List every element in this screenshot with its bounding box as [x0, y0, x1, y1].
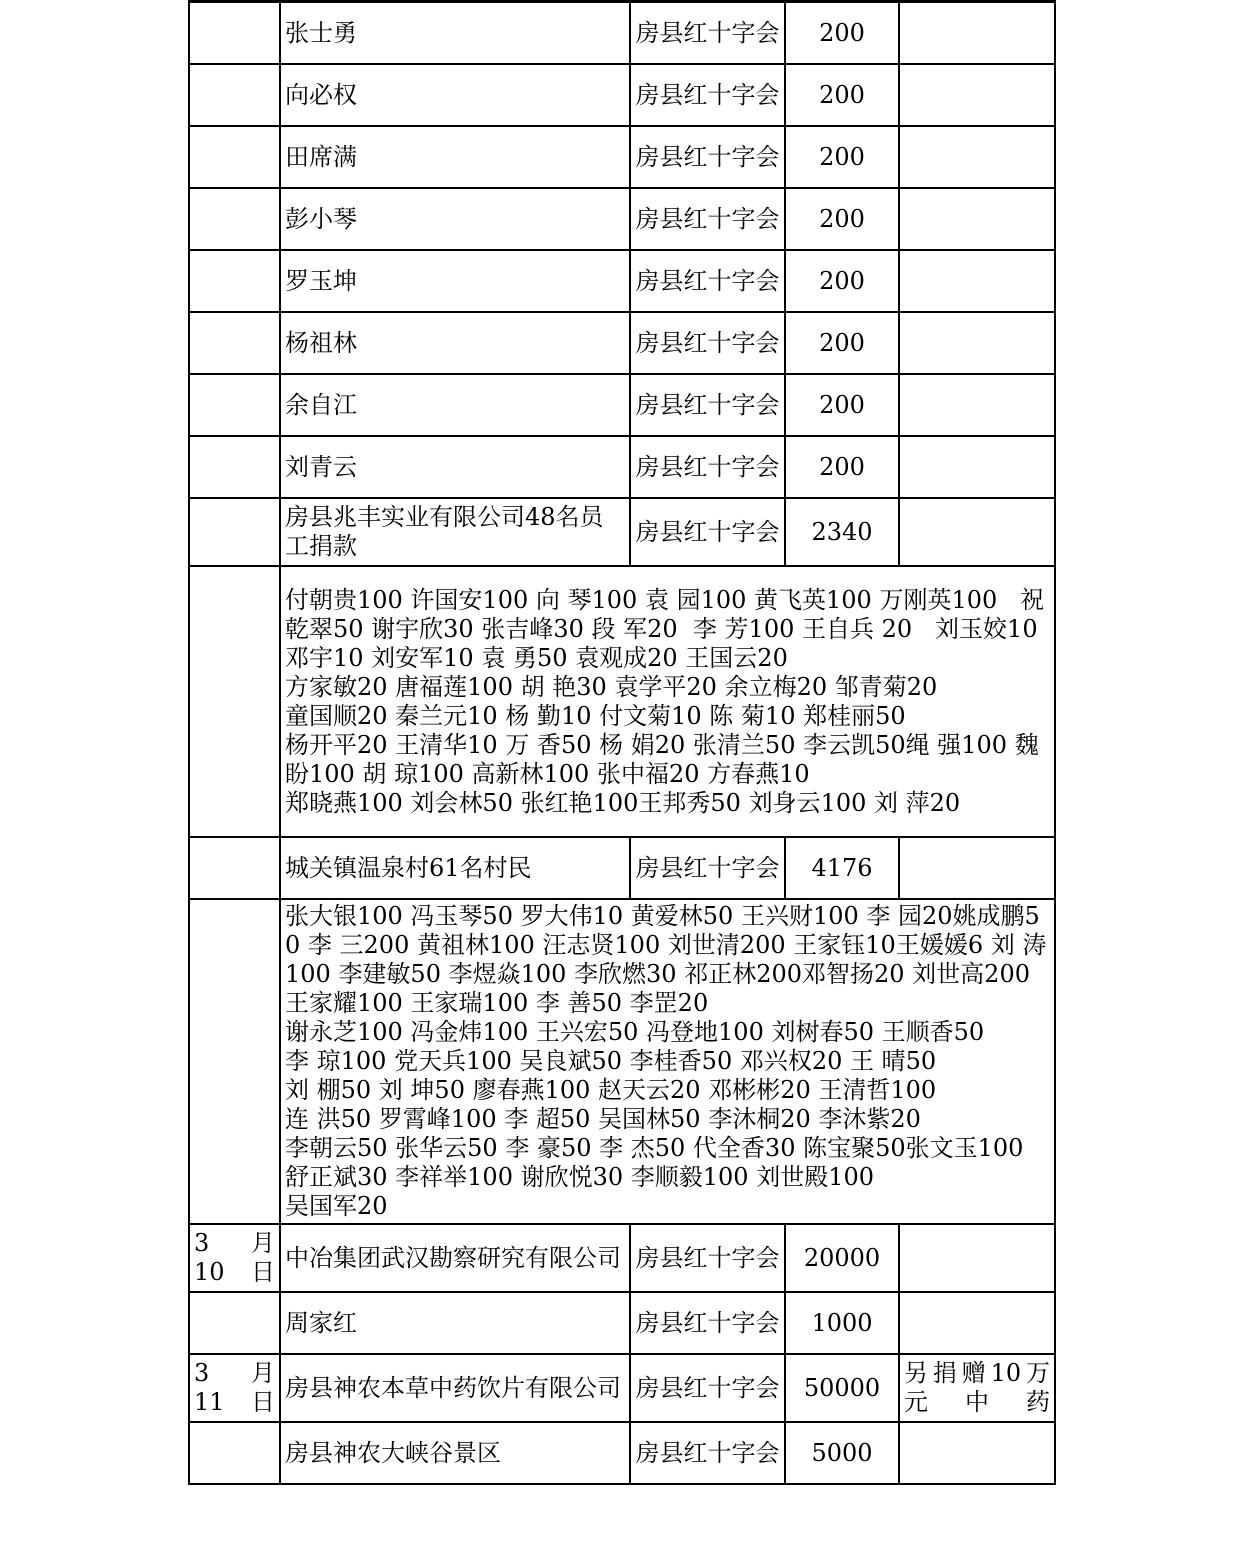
donor-cell: 房县兆丰实业有限公司48名员工捐款 — [280, 498, 630, 566]
date-cell — [189, 899, 280, 1224]
table-row — [189, 2, 1055, 65]
date-cell — [189, 566, 280, 837]
note-cell — [899, 498, 1055, 566]
recipient-cell: 房县红十字会 — [630, 436, 785, 498]
note-cell: 另捐赠10万元中药 — [899, 1354, 1055, 1422]
donor-cell: 房县神农大峡谷景区 — [280, 1422, 630, 1484]
date-cell — [189, 1422, 280, 1484]
table-row — [189, 1292, 1055, 1354]
donor-cell: 田席满 — [280, 126, 630, 188]
amount-cell: 200 — [785, 188, 899, 250]
donor-list-row — [189, 899, 1055, 1224]
donor-cell: 中冶集团武汉勘察研究有限公司 — [280, 1224, 630, 1292]
donor-cell: 刘青云 — [280, 436, 630, 498]
recipient-cell: 房县红十字会 — [630, 188, 785, 250]
amount-cell: 20000 — [785, 1224, 899, 1292]
amount-cell: 200 — [785, 64, 899, 126]
date-cell — [189, 250, 280, 312]
donor-list-cell: 张大银100 冯玉琴50 罗大伟10 黄爱林50 王兴财100 李 园20姚成鹏50 李 三200 黄祖林100 汪志贤100 刘世清200 王家钰10王媛媛6 刘 涛100 李建敏50 李煜焱100 李欣燃30 祁正林200邓智扬20 刘世高200 王家耀100 王家瑞100 李 善50 李罡20 谢永芝100 冯金炜100 王兴宏50 冯登地100 刘树春50 王顺香50 李 琼100 党天兵100 吴良斌50 李桂香50 邓兴权20 王 晴50 刘 棚50 刘 坤50 廖春燕100 赵天云20 邓彬彬20 王清哲100 连 洪50 罗霄峰100 李 超50 吴国林50 李沐桐20 李沐紫20 李朝云50 张华云50 李 豪50 李 杰50 代全香30 陈宝聚50张文玉100 舒正斌30 李祥举100 谢欣悦30 李顺毅100 刘世殿100 吴国军20 — [280, 899, 1055, 1224]
table-row — [189, 498, 1055, 566]
amount-cell: 200 — [785, 436, 899, 498]
date-cell — [189, 2, 280, 65]
donor-list-cell: 付朝贵100 许国安100 向 琴100 袁 园100 黄飞英100 万刚英100 祝乾翠50 谢宇欣30 张吉峰30 段 军20 李 芳100 王自兵 20 刘玉姣10 邓宇10 刘安军10 袁 勇50 袁观成20 王国云20 方家敏20 唐福莲100 胡 艳30 袁学平20 余立梅20 邹青菊20 童国顺20 秦兰元10 杨 勤10 付文菊10 陈 菊10 郑桂丽50 杨开平20 王清华10 万 香50 杨 娟20 张清兰50 李云凯50绳 强100 魏盼100 胡 琼100 高新林100 张中福20 方春燕10 郑晓燕100 刘会林50 张红艳100王邦秀50 刘身云100 刘 萍20 — [280, 566, 1055, 837]
donor-cell: 张士勇 — [280, 2, 630, 65]
recipient-cell: 房县红十字会 — [630, 374, 785, 436]
date-cell — [189, 188, 280, 250]
donor-cell: 城关镇温泉村61名村民 — [280, 837, 630, 899]
table-row — [189, 64, 1055, 126]
note-cell — [899, 374, 1055, 436]
amount-cell: 200 — [785, 250, 899, 312]
date-cell: 3 月 11 日 — [189, 1354, 280, 1422]
recipient-cell: 房县红十字会 — [630, 250, 785, 312]
table-row — [189, 837, 1055, 899]
note-cell — [899, 436, 1055, 498]
donation-table-body — [189, 2, 1055, 1485]
note-cell — [899, 250, 1055, 312]
date-cell — [189, 1292, 280, 1354]
date-cell: 3 月 10 日 — [189, 1224, 280, 1292]
note-cell — [899, 1292, 1055, 1354]
donor-cell: 彭小琴 — [280, 188, 630, 250]
amount-cell: 200 — [785, 126, 899, 188]
amount-cell: 200 — [785, 2, 899, 65]
date-cell — [189, 837, 280, 899]
donor-cell: 罗玉坤 — [280, 250, 630, 312]
recipient-cell: 房县红十字会 — [630, 2, 785, 65]
table-row — [189, 436, 1055, 498]
donor-list-row — [189, 566, 1055, 837]
recipient-cell: 房县红十字会 — [630, 1224, 785, 1292]
amount-cell: 200 — [785, 374, 899, 436]
table-row — [189, 250, 1055, 312]
table-row — [189, 126, 1055, 188]
table-row — [189, 188, 1055, 250]
recipient-cell: 房县红十字会 — [630, 312, 785, 374]
table-row — [189, 312, 1055, 374]
amount-cell: 4176 — [785, 837, 899, 899]
amount-cell: 5000 — [785, 1422, 899, 1484]
note-cell — [899, 1422, 1055, 1484]
recipient-cell: 房县红十字会 — [630, 1292, 785, 1354]
date-cell — [189, 374, 280, 436]
note-cell — [899, 126, 1055, 188]
donor-cell: 周家红 — [280, 1292, 630, 1354]
table-row — [189, 1422, 1055, 1484]
date-cell — [189, 436, 280, 498]
amount-cell: 2340 — [785, 498, 899, 566]
note-cell — [899, 1224, 1055, 1292]
date-cell — [189, 498, 280, 566]
recipient-cell: 房县红十字会 — [630, 64, 785, 126]
date-cell — [189, 126, 280, 188]
recipient-cell: 房县红十字会 — [630, 126, 785, 188]
recipient-cell: 房县红十字会 — [630, 1422, 785, 1484]
note-cell — [899, 312, 1055, 374]
table-row — [189, 1354, 1055, 1422]
donor-cell: 房县神农本草中药饮片有限公司 — [280, 1354, 630, 1422]
date-cell — [189, 312, 280, 374]
table-row — [189, 374, 1055, 436]
recipient-cell: 房县红十字会 — [630, 498, 785, 566]
donation-table — [188, 0, 1056, 1485]
recipient-cell: 房县红十字会 — [630, 1354, 785, 1422]
table-row — [189, 1224, 1055, 1292]
donor-cell: 余自江 — [280, 374, 630, 436]
amount-cell: 50000 — [785, 1354, 899, 1422]
amount-cell: 1000 — [785, 1292, 899, 1354]
date-cell — [189, 64, 280, 126]
recipient-cell: 房县红十字会 — [630, 837, 785, 899]
note-cell — [899, 837, 1055, 899]
note-cell — [899, 64, 1055, 126]
note-cell — [899, 2, 1055, 65]
donor-cell: 向必权 — [280, 64, 630, 126]
donor-cell: 杨祖林 — [280, 312, 630, 374]
amount-cell: 200 — [785, 312, 899, 374]
note-cell — [899, 188, 1055, 250]
